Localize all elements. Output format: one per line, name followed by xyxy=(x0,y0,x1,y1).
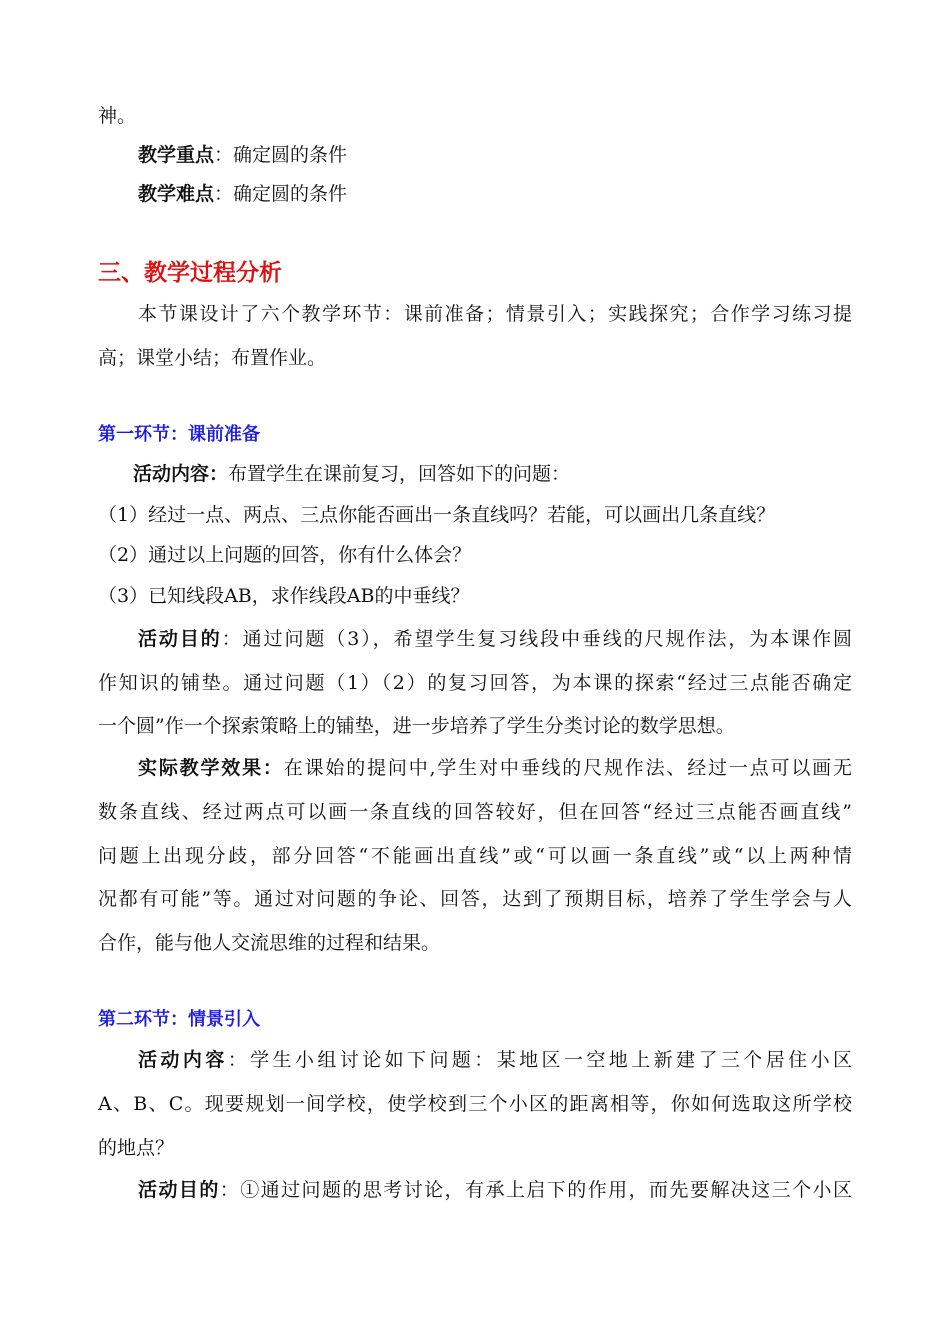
teaching-focus-line xyxy=(138,143,347,167)
activity-content-label: 活动内容 xyxy=(138,1049,228,1071)
teaching-effect-label: 实际教学效果： xyxy=(138,757,284,779)
stage-heading: 第一环节：课前准备 xyxy=(98,424,260,445)
teaching-effect-line xyxy=(138,756,852,780)
activity-content-line xyxy=(133,462,570,486)
activity-content-line xyxy=(138,1048,852,1072)
teaching-difficulty-text: ：确定圆的条件 xyxy=(214,183,348,205)
activity-purpose-label: 活动目的 xyxy=(138,628,222,650)
activity-purpose-line xyxy=(138,1178,852,1202)
teaching-difficulty-label: 教学难点 xyxy=(138,183,215,205)
paragraph-line: 一个圆”作一个探索策略上的铺垫，进一步培养了学生分类讨论的数学思想。 xyxy=(98,715,735,737)
activity-content-text: ：学生小组讨论如下问题：某地区一空地上新建了三个居住小区 xyxy=(227,1049,852,1071)
activity-purpose-text: ：①通过问题的思考讨论，有承上启下的作用，而先要解决这三个小区 xyxy=(219,1179,852,1201)
question-line: （2）通过以上问题的回答，你有什么体会？ xyxy=(98,544,472,566)
stage-heading: 第二环节：情景引入 xyxy=(98,1009,260,1030)
question-line: （1）经过一点、两点、三点你能否画出一条直线吗？若能，可以画出几条直线？ xyxy=(98,504,776,526)
paragraph-line: 况都有可能”等。通过对问题的争论、回答，达到了预期目标，培养了学生学会与人 xyxy=(98,888,852,910)
paragraph-line: 数条直线、经过两点可以画一条直线的回答较好，但在回答“经过三点能否画直线” xyxy=(98,801,852,823)
teaching-focus-label: 教学重点 xyxy=(138,144,215,166)
activity-purpose-text: ：通过问题（3），希望学生复习线段中垂线的尺规作法，为本课作圆 xyxy=(221,628,852,650)
teaching-focus-text: ：确定圆的条件 xyxy=(214,144,348,166)
teaching-effect-text: 在课始的提问中,学生对中垂线的尺规作法、经过一点可以画无 xyxy=(283,757,852,779)
paragraph-line: A、B、C。现要规划一间学校，使学校到三个小区的距离相等，你如何选取这所学校 xyxy=(98,1093,852,1115)
section-heading: 三、教学过程分析 xyxy=(98,259,282,286)
paragraph-line: 高；课堂小结；布置作业。 xyxy=(98,347,327,369)
paragraph-line: 合作，能与他人交流思维的过程和结果。 xyxy=(98,932,441,954)
paragraph-line: 作知识的铺垫。通过问题（1）（2）的复习回答，为本课的探索“经过三点能否确定 xyxy=(98,672,852,694)
paragraph-line: 的地点？ xyxy=(98,1137,175,1159)
activity-content-text: 布置学生在课前复习，回答如下的问题： xyxy=(228,463,571,485)
question-line: （3）已知线段AB，求作线段AB的中垂线？ xyxy=(98,585,470,607)
activity-purpose-label: 活动目的 xyxy=(138,1179,220,1201)
paragraph-line: 本节课设计了六个教学环节：课前准备；情景引入；实践探究；合作学习练习提 xyxy=(138,303,852,325)
text-line: 神。 xyxy=(98,105,137,127)
activity-purpose-line xyxy=(138,627,852,651)
teaching-difficulty-line xyxy=(138,182,347,206)
paragraph-line: 问题上出现分歧，部分回答“不能画出直线”或“可以画一条直线”或“以上两种情 xyxy=(98,845,852,867)
activity-content-label: 活动内容： xyxy=(133,463,229,485)
